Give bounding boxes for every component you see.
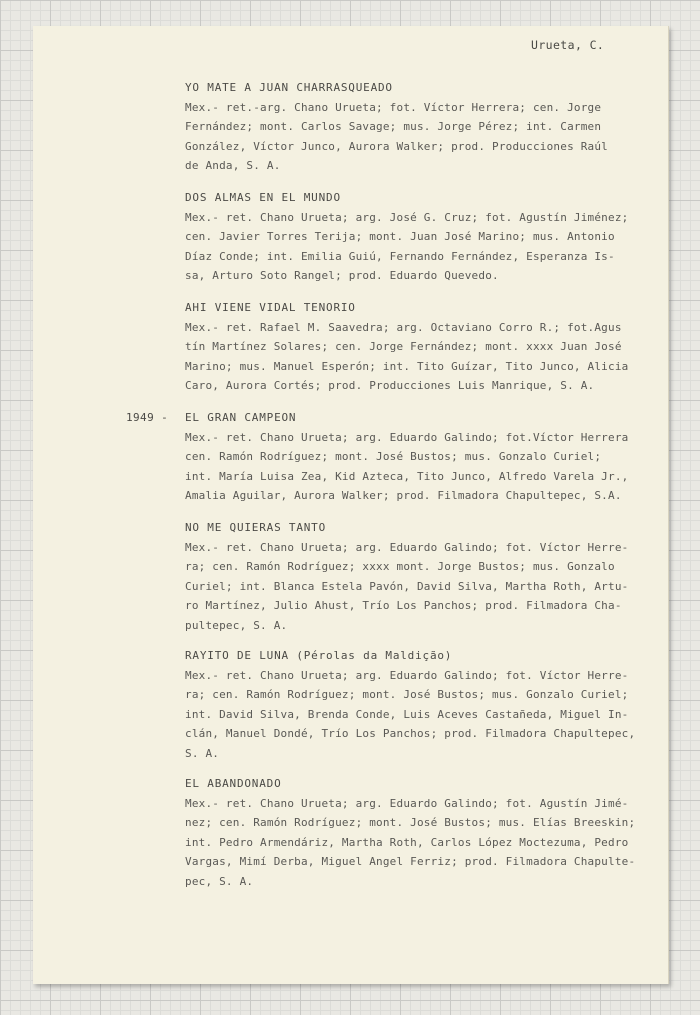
film-entry: [185, 518, 670, 636]
entry-line: Díaz Conde; int. Emilia Guiú, Fernando Fernández, Esperanza Is-: [185, 249, 615, 263]
entry-line: ra; cen. Ramón Rodríguez; mont. José Bustos; mus. Gonzalo Curiel;: [185, 688, 629, 702]
entry-line: sa, Arturo Soto Rangel; prod. Eduardo Quevedo.: [185, 269, 499, 283]
entry-line: pec, S. A.: [185, 874, 254, 888]
entry-line: Fernández; mont. Carlos Savage; mus. Jorge Pérez; int. Carmen: [185, 120, 602, 134]
film-title: EL ABANDONADO: [185, 777, 282, 790]
page-header: Urueta, C.: [531, 38, 605, 52]
entry-line: Marino; mus. Manuel Esperón; int. Tito Guízar, Tito Junco, Alicia: [185, 359, 629, 373]
film-entry: [185, 78, 670, 176]
entry-line: Vargas, Mimí Derba, Miguel Angel Ferriz; prod. Filmadora Chapulte-: [185, 855, 636, 869]
entry-line: pultepec, S. A.: [185, 618, 288, 632]
film-title: NO ME QUIERAS TANTO: [185, 521, 327, 534]
entry-line: tín Martínez Solares; cen. Jorge Fernández; mont. xxxx Juan José: [185, 340, 622, 354]
film-entry: [185, 646, 670, 764]
entry-line: González, Víctor Junco, Aurora Walker; prod. Producciones Raúl: [185, 139, 608, 153]
entry-line: clán, Manuel Dondé, Trío Los Panchos; prod. Filmadora Chapultepec,: [185, 727, 636, 741]
film-entry: [185, 774, 670, 892]
entry-line: ro Martínez, Julio Ahust, Trío Los Panchos; prod. Filmadora Cha-: [185, 599, 622, 613]
entry-line: Mex.- ret. Chano Urueta; arg. Eduardo Galindo; fot. Agustín Jimé-: [185, 796, 629, 810]
film-entry: [185, 298, 670, 396]
entry-line: Mex.- ret. Rafael M. Saavedra; arg. Octaviano Corro R.; fot.Agus: [185, 320, 622, 334]
film-entry: [185, 188, 670, 286]
entry-line: Caro, Aurora Cortés; prod. Producciones Luis Manrique, S. A.: [185, 379, 595, 393]
entry-line: de Anda, S. A.: [185, 159, 281, 173]
film-title: YO MATE A JUAN CHARRASQUEADO: [185, 81, 393, 94]
entry-line: Mex.- ret.-arg. Chano Urueta; fot. Víctor Herrera; cen. Jorge: [185, 100, 602, 114]
film-title: EL GRAN CAMPEON: [185, 411, 297, 424]
entry-line: S. A.: [185, 746, 220, 760]
entry-line: int. Pedro Armendáriz, Martha Roth, Carlos López Moctezuma, Pedro: [185, 835, 629, 849]
entry-line: ra; cen. Ramón Rodríguez; xxxx mont. Jorge Bustos; mus. Gonzalo: [185, 560, 615, 574]
film-title: AHI VIENE VIDAL TENORIO: [185, 301, 356, 314]
film-title: DOS ALMAS EN EL MUNDO: [185, 191, 341, 204]
film-entry: [185, 408, 670, 506]
entry-line: int. David Silva, Brenda Conde, Luis Aceves Castañeda, Miguel In-: [185, 707, 629, 721]
entry-line: Curiel; int. Blanca Estela Pavón, David Silva, Martha Roth, Artu-: [185, 579, 629, 593]
entry-line: Mex.- ret. Chano Urueta; arg. José G. Cruz; fot. Agustín Jiménez;: [185, 210, 629, 224]
entry-line: Amalia Aguilar, Aurora Walker; prod. Filmadora Chapultepec, S.A.: [185, 489, 622, 503]
film-title: RAYITO DE LUNA (Pérolas da Maldição): [185, 649, 453, 662]
entry-line: cen. Ramón Rodríguez; mont. José Bustos; mus. Gonzalo Curiel;: [185, 450, 602, 464]
entry-line: int. María Luisa Zea, Kid Azteca, Tito Junco, Alfredo Varela Jr.,: [185, 469, 629, 483]
entry-line: cen. Javier Torres Terija; mont. Juan José Marino; mus. Antonio: [185, 230, 615, 244]
year-marker: 1949 -: [126, 411, 169, 424]
entry-line: nez; cen. Ramón Rodríguez; mont. José Bustos; mus. Elías Breeskin;: [185, 816, 636, 830]
entry-line: Mex.- ret. Chano Urueta; arg. Eduardo Galindo; fot.Víctor Herrera: [185, 430, 629, 444]
typed-document-page: [33, 26, 669, 984]
entry-line: Mex.- ret. Chano Urueta; arg. Eduardo Galindo; fot. Víctor Herre-: [185, 540, 629, 554]
entry-line: Mex.- ret. Chano Urueta; arg. Eduardo Galindo; fot. Víctor Herre-: [185, 668, 629, 682]
